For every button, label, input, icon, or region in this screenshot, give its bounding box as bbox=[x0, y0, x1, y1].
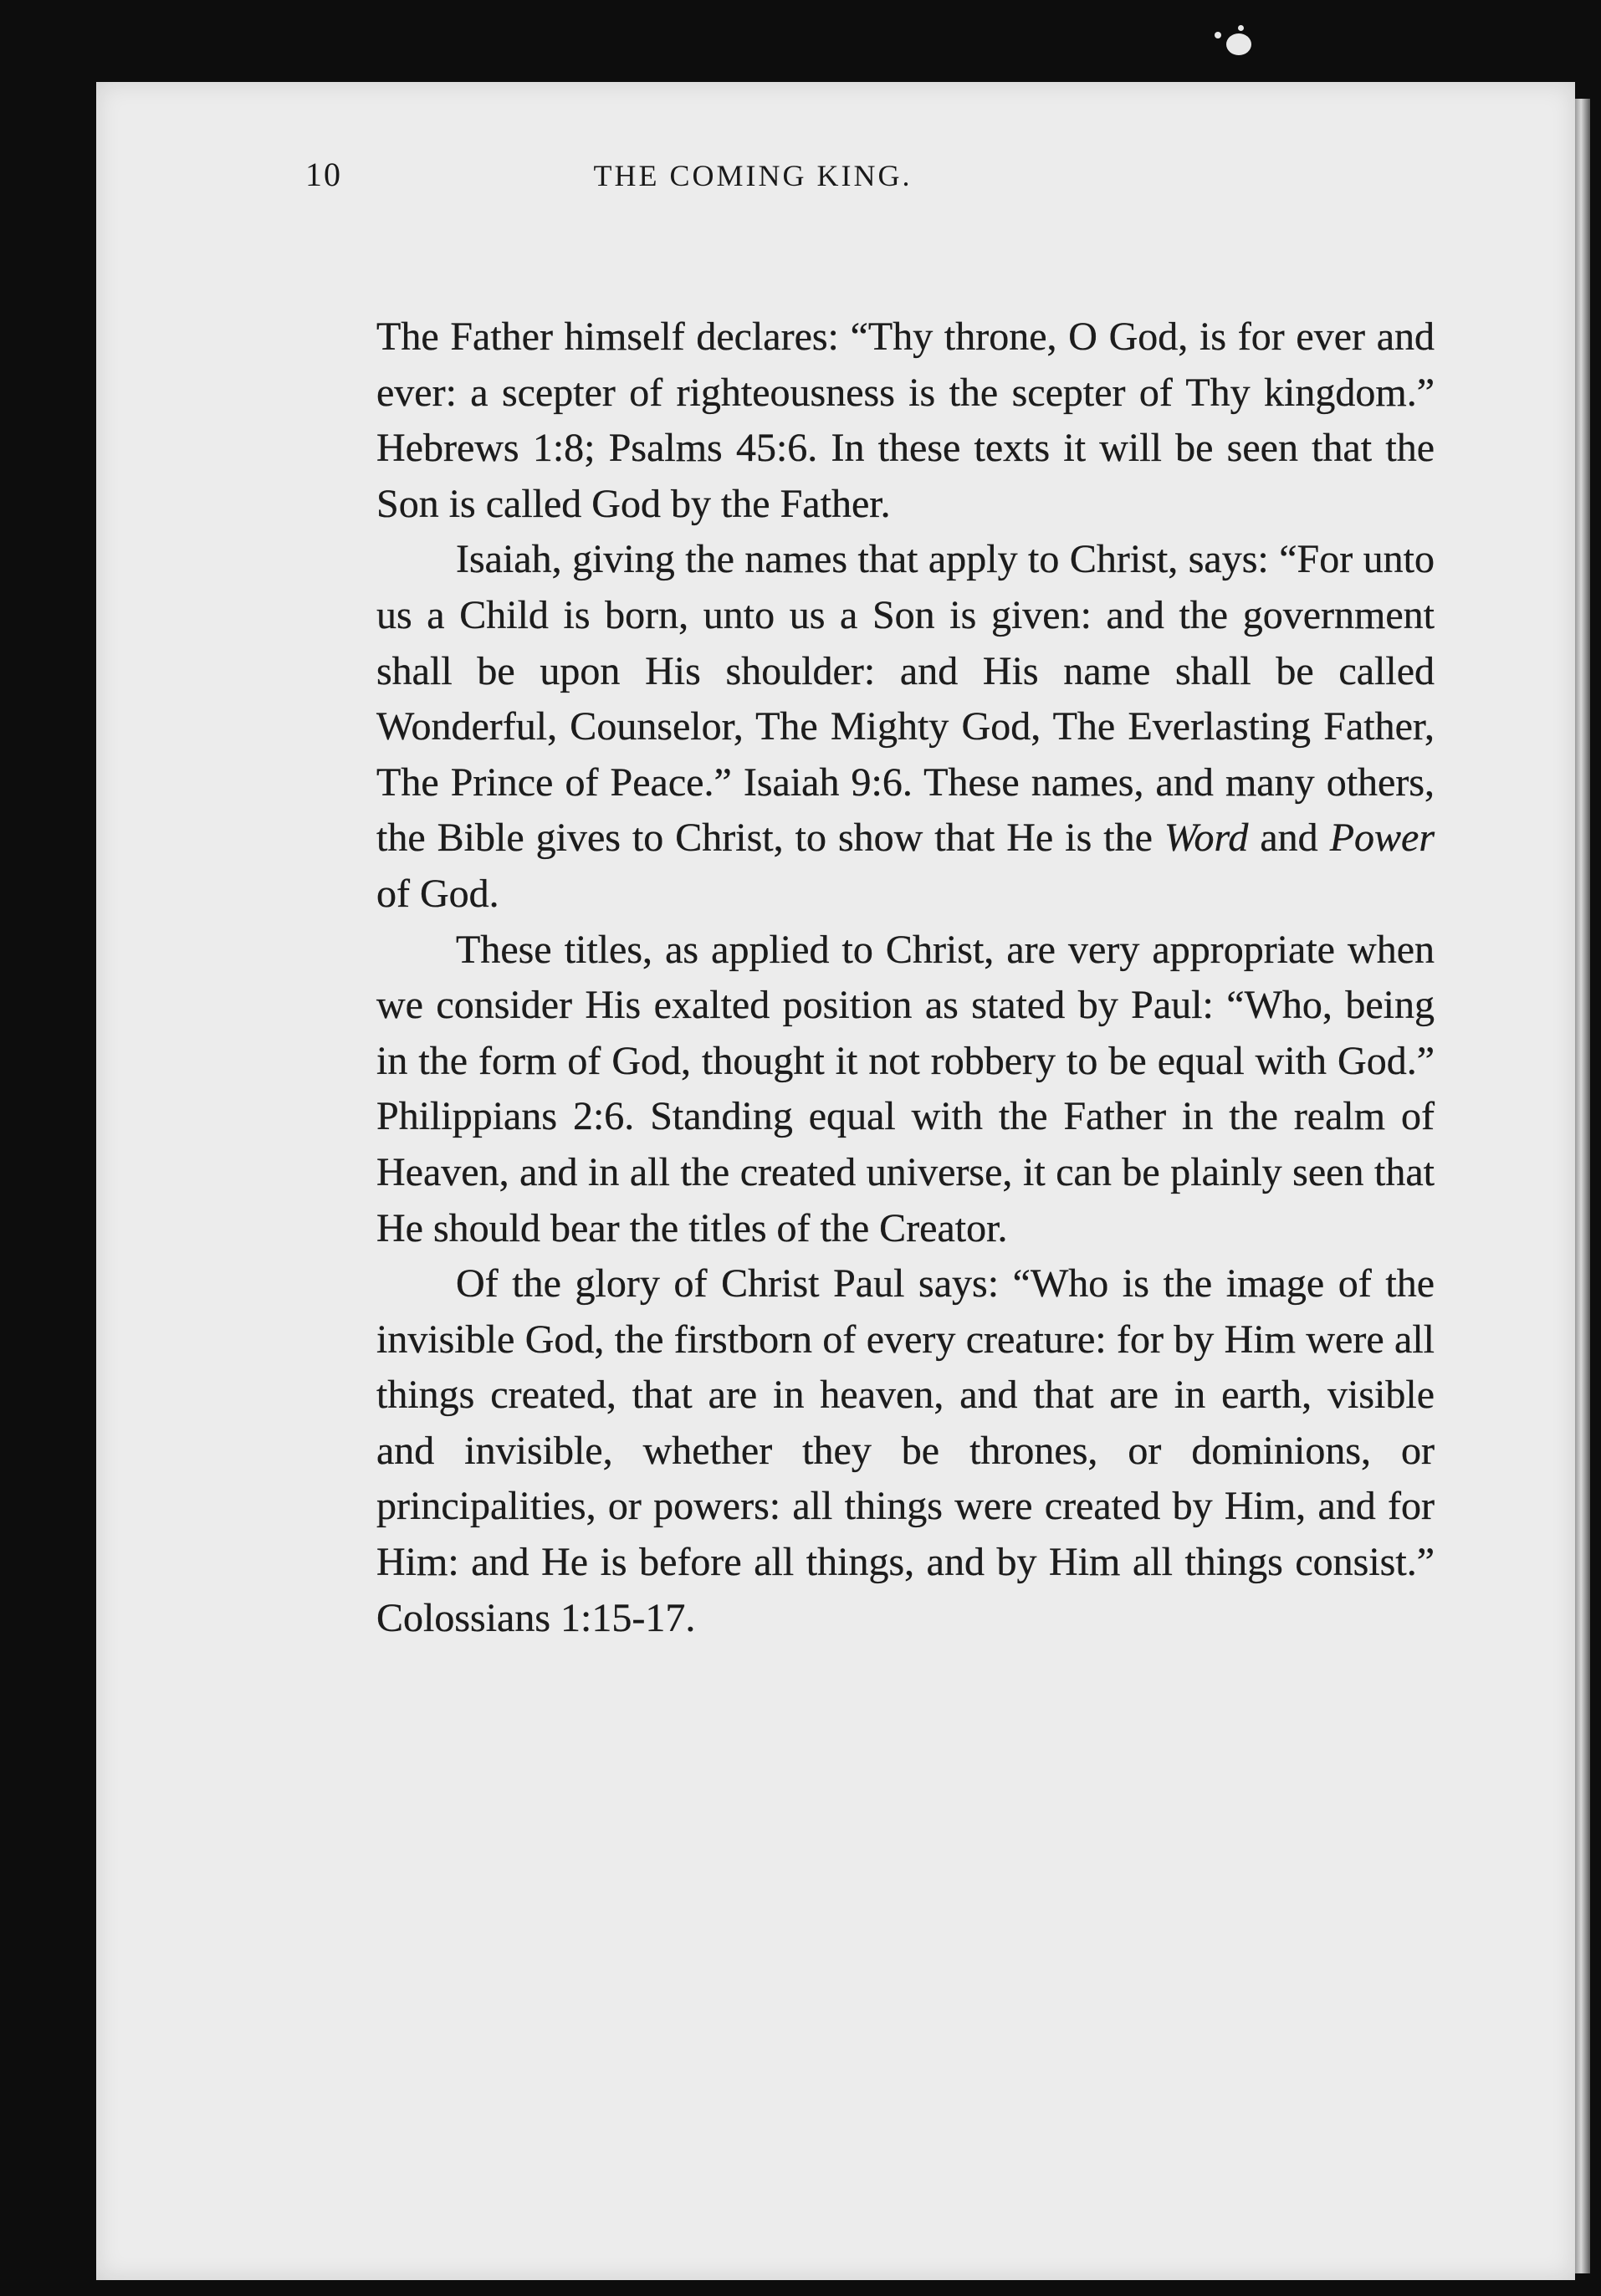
paragraph-3: These titles, as applied to Christ, are very appropriate when we consider His exalted position as stated by Paul: “Who, being in the form of God, thought it not robbery to be equal with God.” Philippians 2:6. Standing equal with the Father in the realm of Heaven, and in all the created universe, it can be plainly seen that He should bear the titles of the Creator. bbox=[376, 927, 1435, 1250]
page-text bbox=[376, 309, 1435, 1646]
page-header bbox=[305, 155, 1150, 213]
dust-speck bbox=[1238, 25, 1244, 31]
paragraph-1: The Father himself declares: “Thy throne, O God, is for ever and ever: a scepter of righteousness is the scepter of Thy kingdom.” Hebrews 1:8; Psalms 45:6. In these texts it will be seen that the Son is called God by the Father. bbox=[376, 314, 1435, 526]
italic-power: Power bbox=[1329, 816, 1435, 861]
paragraph-2-text: Isaiah, giving the names that apply to Christ, says: “For unto us a Child is born, unto us a Son is given: and the government shall be upon His shoulder: and His name shall be called Wonderful, Counselor, The Mighty God, The Everlasting Father, The Prince of Peace.” Isaiah 9:6. These names, and many others, the Bible gives to Christ, to show that He is the bbox=[376, 537, 1435, 861]
italic-word: Word bbox=[1164, 816, 1249, 861]
running-title: THE COMING KING. bbox=[593, 159, 913, 192]
paragraph-2-end: of God. bbox=[376, 871, 499, 916]
paragraph-2 bbox=[376, 532, 1435, 922]
dust-speck bbox=[1226, 33, 1251, 55]
dust-speck bbox=[1215, 32, 1221, 38]
page-edge-shadow bbox=[1575, 99, 1590, 2273]
page-number: 10 bbox=[305, 156, 342, 193]
paragraph-4: Of the glory of Christ Paul says: “Who is the image of the invisible God, the firstborn of every creature: for by Him were all things created, that are in heaven, and that are in earth, visible and invisible, whether they be thrones, or dominions, or principalities, or powers: all things were created by Him, and for Him: and He is before all things, and by Him all things consist.” Colossians 1:15-17. bbox=[376, 1261, 1435, 1640]
paragraph-2-conjunction: and bbox=[1248, 816, 1330, 861]
